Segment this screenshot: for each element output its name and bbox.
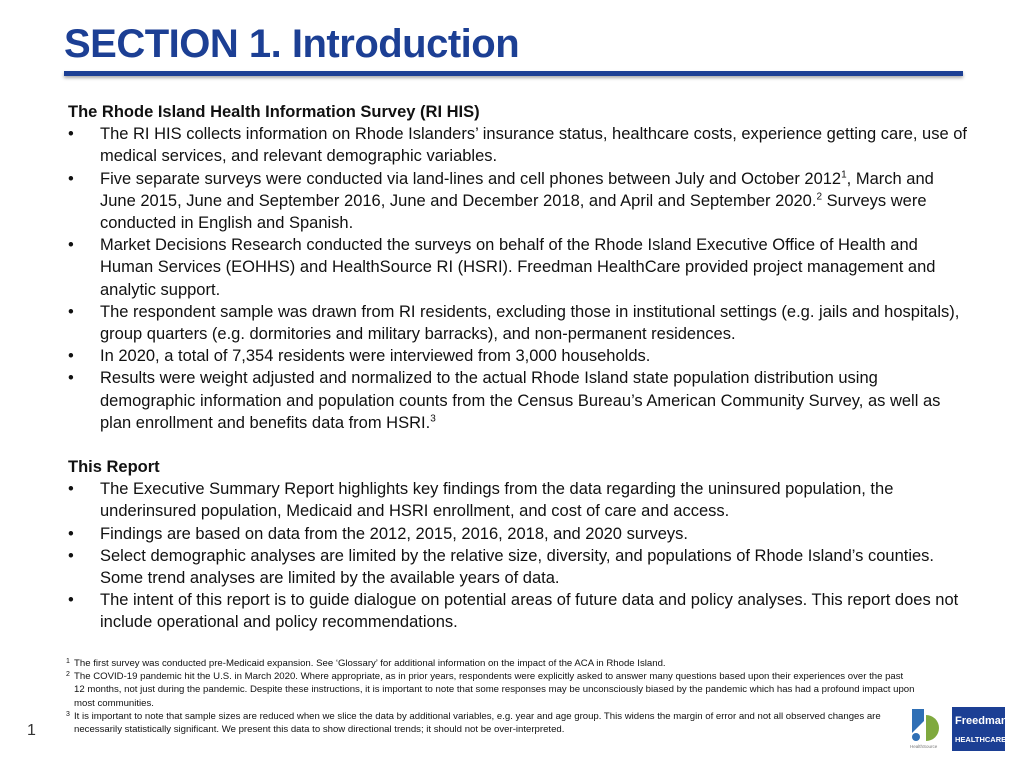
list-item: • The intent of this report is to guide dialogue on potential areas of future data and policy analyses. This report does not include operational and policy recommendations. bbox=[68, 591, 959, 632]
bullet-icon: • bbox=[68, 546, 74, 565]
title-divider bbox=[64, 71, 963, 76]
footnote-ref-1: 1 bbox=[841, 169, 847, 181]
bullet-icon: • bbox=[68, 591, 74, 610]
footnote-mark: 1 bbox=[66, 658, 70, 665]
section-heading-ri-his: The Rhode Island Health Information Survey (RI HIS) bbox=[68, 103, 480, 121]
footnote: 3 It is important to note that sample sizes are reduced when we slice the data by additional variables, e.g. year and age group. This widens the margin of error and not all observed changes are necessarily statistically significant. We present this data to show directional trends; it should not be over-interpreted. bbox=[66, 710, 916, 736]
footnote: 2 The COVID-19 pandemic hit the U.S. in March 2020. Where appropriate, as in prior years, respondents were explicitly asked to answer many questions based upon their experiences over the past 12 months, not just during the pandemic. Despite these instructions, it is important to note that some responses may be unconsciously biased by the pandemic which has had a profound impact upon most communities. bbox=[66, 670, 916, 710]
ri-his-bullet-list bbox=[68, 123, 968, 434]
list-item: • Results were weight adjusted and normalized to the actual Rhode Island state population distribution using demographic information and population counts from the Census Bureau’s American Community Survey, as well as plan enrollment and benefits data from HSRI.$^3$ bbox=[68, 369, 941, 432]
bullet-icon: • bbox=[68, 347, 74, 366]
bullet-icon: • bbox=[68, 524, 74, 543]
bullet-icon: • bbox=[68, 169, 74, 188]
footnote-mark: 3 bbox=[66, 710, 70, 718]
report-bullet-list bbox=[68, 478, 968, 633]
footnote: 1 The first survey was conducted pre-Medicaid expansion. See ‘Glossary’ for additional information on the impact of the ACA in Rhode Island. bbox=[66, 657, 916, 670]
page-title: SECTION 1. Introduction bbox=[64, 22, 520, 66]
list-item: • In 2020, a total of 7,354 residents were interviewed from 3,000 households. bbox=[68, 345, 968, 367]
list-item: • Select demographic analyses are limited by the relative size, diversity, and populations of Rhode Island’s counties. Some trend analyses are limited by the available years of data. bbox=[68, 546, 935, 588]
bullet-icon: • bbox=[68, 302, 74, 321]
footnote-ref-3: 3 bbox=[430, 413, 436, 425]
page-number: 1 bbox=[27, 722, 36, 739]
freedman-logo-box: Freedman HEALTHCARE bbox=[952, 707, 1005, 751]
list-item: • Findings are based on data from the 2012, 2015, 2016, 2018, and 2020 surveys. bbox=[68, 523, 968, 545]
list-item: • Market Decisions Research conducted the surveys on behalf of the Rhode Island Executive Office of Health and Human Services (EOHHS) and HealthSource RI (HSRI). Freedman HealthCare provided project management and analytic support. bbox=[68, 236, 936, 299]
bullet-icon: • bbox=[68, 125, 74, 144]
healthsource-caption: HealthSource bbox=[910, 744, 938, 749]
bullet-icon: • bbox=[68, 369, 74, 388]
slide-body bbox=[68, 101, 968, 634]
footnote-mark: 2 bbox=[66, 671, 70, 679]
healthsource-logo-icon bbox=[908, 707, 948, 743]
section-heading-this-report: This Report bbox=[68, 458, 160, 477]
list-item: • Five separate surveys were conducted via land-lines and cell phones between July and October 2012$^1$, March and June 2015, June and September 2016, June and December 2018, and April and September 2020.$^2$ Surveys were conducted in English and Spanish. bbox=[68, 169, 934, 233]
bullet-icon: • bbox=[68, 480, 74, 499]
section-spacer bbox=[68, 434, 968, 456]
list-item: • The RI HIS collects information on Rhode Islanders’ insurance status, healthcare costs, experience getting care, use of medical services, and relevant demographic variables. bbox=[68, 125, 968, 166]
list-item: • The respondent sample was drawn from RI residents, excluding those in institutional settings (e.g. jails and hospitals), group quarters (e.g. dormitories and military barracks), and non-permanent residences. bbox=[68, 302, 960, 344]
list-item: • The Executive Summary Report highlights key findings from the data regarding the uninsured population, the underinsured population, Medicaid and HSRI enrollment, and cost of care and access. bbox=[68, 480, 894, 521]
bullet-icon: • bbox=[68, 236, 74, 255]
footnote-ref-2: 2 bbox=[816, 191, 822, 203]
footnotes bbox=[66, 657, 916, 736]
freedman-healthcare-logo bbox=[908, 707, 1008, 753]
